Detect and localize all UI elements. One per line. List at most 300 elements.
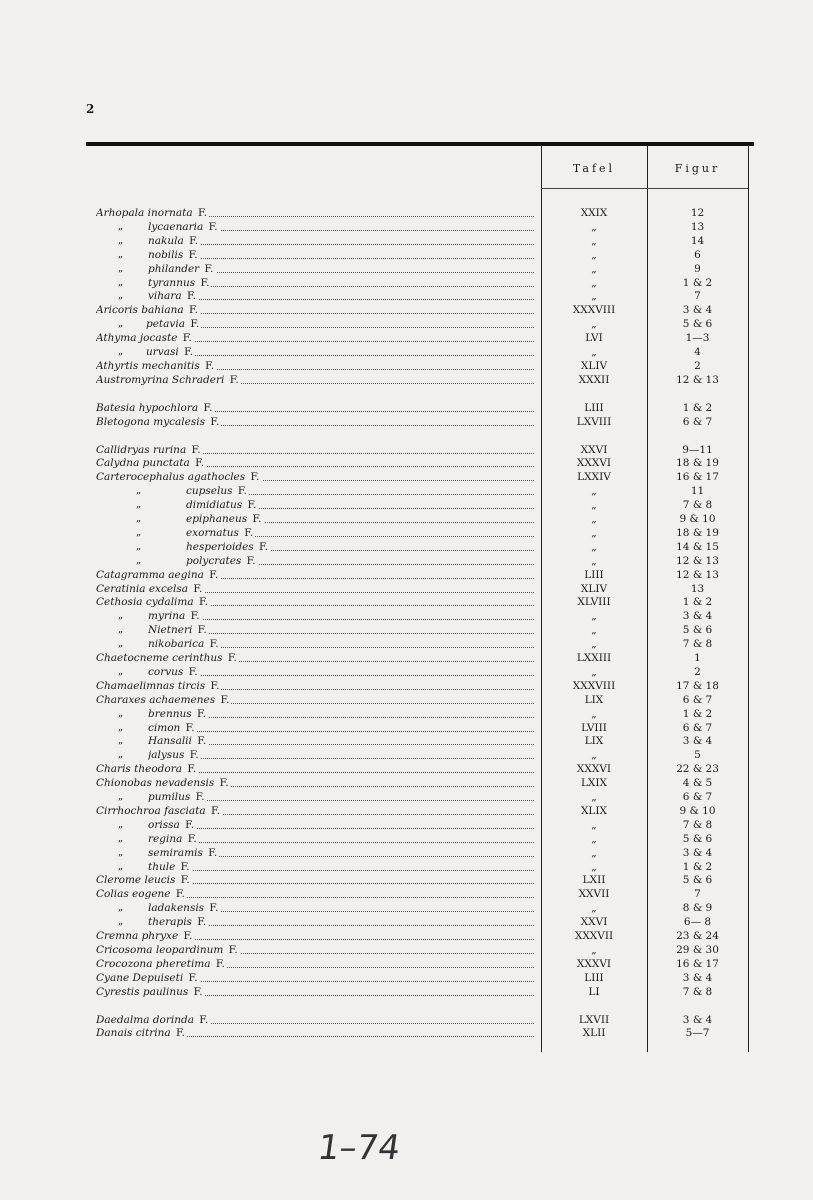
species-name: [96, 415, 534, 429]
species-label: Chionobas nevadensis: [96, 777, 218, 790]
species-name: [96, 943, 534, 957]
ditto-mark: „: [136, 540, 142, 552]
ditto-mark: „: [118, 248, 124, 260]
author-abbrev: F.: [210, 679, 220, 692]
tafel-cell: LI: [588, 985, 600, 998]
table-row: [0, 637, 813, 651]
table-row: [0, 804, 813, 818]
figur-cell: 3 & 4: [682, 846, 713, 859]
species-name: [148, 220, 534, 234]
species-label: Cyane Depuiseti: [96, 971, 187, 984]
ditto-mark: „: [118, 707, 124, 719]
table-row: [0, 303, 813, 317]
author-abbrev: F.: [197, 624, 207, 637]
tafel-cell: XXXII: [578, 373, 610, 386]
table-row: [0, 832, 813, 846]
species-label: tyrannus: [148, 276, 199, 289]
species-name: [148, 790, 534, 804]
table-row: [0, 317, 813, 331]
species-name: [96, 595, 534, 609]
table-row: [0, 790, 813, 804]
species-name: [148, 846, 534, 860]
ditto-mark: „: [118, 220, 124, 232]
tafel-cell: „: [591, 526, 597, 539]
species-name: [96, 873, 534, 887]
table-row: [0, 734, 813, 748]
species-name: [148, 721, 534, 735]
author-abbrev: F.: [209, 902, 219, 915]
table-row: [0, 762, 813, 776]
tafel-cell: XXIX: [580, 207, 608, 219]
tafel-cell: „: [591, 220, 597, 233]
tafel-cell: LIII: [584, 568, 604, 581]
author-abbrev: F.: [208, 846, 218, 859]
author-abbrev: F.: [175, 888, 185, 901]
author-abbrev: F.: [187, 832, 197, 845]
species-name: [96, 456, 534, 470]
species-name: [96, 206, 534, 220]
figur-cell: 5 & 6: [682, 624, 713, 637]
species-name: [96, 331, 534, 345]
species-label: Cethosia cydalima: [96, 596, 197, 609]
author-abbrev: F.: [193, 582, 203, 595]
species-name: [186, 540, 534, 554]
ditto-mark: „: [136, 485, 142, 497]
species-name: [96, 693, 534, 707]
table-row: [0, 331, 813, 345]
tafel-cell: „: [591, 943, 597, 956]
tafel-cell: „: [591, 832, 597, 845]
species-label: hesperioides: [186, 540, 258, 553]
figur-cell: 7: [694, 290, 701, 303]
species-label: pumilus: [148, 791, 194, 803]
species-name: [186, 512, 534, 526]
species-name: [186, 484, 534, 498]
tafel-cell: „: [591, 346, 597, 358]
tafel-cell: „: [591, 638, 597, 651]
table-row: [0, 470, 813, 484]
figur-cell: 9 & 10: [679, 804, 716, 817]
species-label: Athyma jocaste: [96, 332, 181, 345]
species-name: [96, 359, 534, 373]
tafel-cell: XXXVI: [576, 957, 612, 970]
species-label: Athyrtis mechanitis: [96, 359, 204, 372]
handwritten-note: 1–74: [315, 1128, 403, 1168]
species-label: Catagramma aegina: [96, 568, 208, 581]
author-abbrev: F.: [228, 943, 238, 956]
table-row: [0, 943, 813, 957]
figur-cell: 6 & 7: [682, 693, 713, 706]
species-label: Colias eogene: [96, 888, 174, 901]
figur-cell: 14: [690, 234, 705, 247]
figur-cell: 7: [694, 888, 701, 901]
author-abbrev: F.: [188, 248, 198, 261]
tafel-cell: LXVIII: [576, 415, 612, 428]
species-name: [148, 276, 534, 290]
table-row: [0, 665, 813, 679]
species-label: Ceratinia excelsa: [96, 582, 192, 595]
author-abbrev: F.: [210, 415, 220, 428]
table-row: [0, 957, 813, 971]
table-row: [0, 220, 813, 234]
author-abbrev: F.: [199, 1013, 209, 1026]
species-name: [148, 289, 534, 303]
figur-cell: 2: [694, 665, 701, 678]
tafel-cell: XXXVIII: [572, 304, 616, 317]
species-name: [148, 248, 534, 262]
author-abbrev: F.: [209, 568, 219, 581]
figur-cell: 6: [694, 248, 701, 261]
table-row: [0, 985, 813, 999]
tafel-cell: XXVI: [580, 916, 608, 929]
ditto-mark: „: [118, 846, 124, 858]
species-label: Bletogona mycalesis: [96, 415, 209, 428]
tafel-cell: „: [591, 665, 597, 678]
figur-cell: 12 & 13: [676, 568, 719, 581]
ditto-mark: „: [118, 665, 124, 677]
figur-cell: 3 & 4: [682, 304, 713, 317]
author-abbrev: F.: [184, 346, 194, 358]
table-row: [0, 679, 813, 693]
author-abbrev: F.: [209, 638, 219, 651]
figur-cell: 3 & 4: [682, 735, 713, 748]
page-number: 2: [86, 102, 95, 116]
species-name: [146, 317, 534, 331]
species-label: Danais citrina: [96, 1027, 174, 1040]
species-label: Charaxes achaemenes: [96, 693, 219, 706]
species-label: Cremna phryxe: [96, 930, 182, 942]
tafel-cell: XLVIII: [577, 596, 611, 609]
tafel-cell: XXXVII: [574, 930, 614, 942]
tafel-cell: „: [591, 540, 597, 553]
ditto-mark: „: [118, 290, 124, 302]
author-abbrev: F.: [200, 276, 210, 289]
species-name: [96, 887, 534, 901]
species-name: [186, 554, 534, 568]
author-abbrev: F.: [196, 707, 206, 720]
table-row: [0, 248, 813, 262]
species-label: Charis theodora: [96, 763, 186, 776]
table-row: [0, 568, 813, 582]
species-name: [96, 470, 534, 484]
tafel-cell: XXXVIII: [572, 679, 616, 692]
species-label: nobilis: [148, 248, 187, 261]
tafel-cell: LXXIV: [577, 471, 611, 484]
tafel-cell: XLIV: [580, 582, 608, 595]
author-abbrev: F.: [237, 485, 247, 498]
ditto-mark: „: [118, 916, 124, 928]
author-abbrev: F.: [198, 596, 208, 609]
author-abbrev: F.: [190, 610, 200, 623]
species-label: brennus: [148, 707, 195, 720]
species-label: cupselus: [186, 485, 236, 498]
tafel-cell: XXVII: [578, 888, 610, 901]
table-row: [0, 540, 813, 554]
species-name: [146, 345, 534, 359]
species-name: [96, 762, 534, 776]
species-label: Arhopala inornata: [96, 207, 196, 219]
table-row: [0, 623, 813, 637]
tafel-cell: „: [591, 276, 597, 289]
ditto-mark: „: [118, 638, 124, 650]
species-label: petavia: [146, 318, 189, 331]
figur-cell: 1 & 2: [682, 401, 713, 414]
figur-cell: 2: [694, 359, 701, 372]
species-label: vihara: [148, 290, 185, 303]
species-name: [96, 582, 534, 596]
species-label: polycrates: [186, 554, 245, 567]
author-abbrev: F.: [182, 332, 192, 345]
species-label: Chaetocneme cerinthus: [96, 652, 226, 664]
table-row: [0, 609, 813, 623]
tafel-cell: LXIX: [580, 777, 608, 790]
ditto-mark: „: [118, 721, 124, 733]
figur-cell: 3 & 4: [682, 1013, 713, 1026]
species-name: [96, 776, 534, 790]
author-abbrev: F.: [189, 304, 198, 317]
species-name: [148, 818, 534, 832]
ditto-mark: „: [118, 234, 124, 246]
figur-cell: 9: [694, 262, 701, 275]
tafel-cell: XXXVI: [576, 457, 612, 470]
species-name: [96, 443, 534, 457]
species-name: [96, 651, 534, 665]
tafel-cell: LXII: [582, 874, 606, 887]
table-row: [0, 582, 813, 596]
species-label: Carterocephalus agathocles: [96, 471, 249, 484]
species-label: lycaenaria: [148, 220, 207, 233]
table-row: [0, 595, 813, 609]
author-abbrev: F.: [250, 471, 260, 484]
ditto-mark: „: [118, 902, 124, 914]
species-name: [148, 860, 534, 874]
ditto-mark: „: [136, 554, 142, 566]
species-label: thule: [148, 860, 179, 873]
author-abbrev: F.: [197, 916, 207, 929]
figur-cell: 1: [694, 652, 701, 664]
author-abbrev: F.: [215, 957, 225, 970]
figur-cell: 3 & 4: [682, 971, 713, 984]
species-label: Calydna punctata: [96, 457, 194, 470]
figur-cell: 23 & 24: [676, 930, 719, 942]
tafel-cell: XLII: [582, 1027, 606, 1040]
species-label: Austromyrina Schraderi: [96, 373, 228, 386]
species-name: [148, 915, 534, 929]
author-abbrev: F.: [180, 874, 190, 887]
tafel-cell: XLIX: [580, 804, 608, 817]
species-label: Cyrestis paulinus: [96, 985, 192, 998]
tafel-cell: „: [591, 707, 597, 720]
figur-cell: 16 & 17: [676, 957, 719, 970]
author-abbrev: F.: [197, 207, 207, 219]
column-header-tafel: Tafel: [572, 162, 616, 175]
author-abbrev: F.: [220, 693, 230, 706]
table-row: [0, 526, 813, 540]
table-row: [0, 929, 813, 943]
figur-cell: 6— 8: [683, 916, 712, 929]
species-label: nikobarica: [148, 638, 208, 651]
species-name: [96, 373, 534, 387]
table-row: [0, 721, 813, 735]
tafel-cell: „: [591, 262, 597, 275]
author-abbrev: F.: [205, 359, 215, 372]
table-row: [0, 901, 813, 915]
table-row: [0, 415, 813, 429]
species-name: [96, 985, 534, 999]
tafel-cell: „: [591, 513, 597, 525]
tafel-cell: „: [591, 749, 597, 762]
tafel-cell: „: [591, 248, 597, 261]
figur-cell: 4: [694, 346, 701, 358]
species-label: Daedalma dorinda: [96, 1013, 198, 1026]
author-abbrev: F.: [188, 665, 198, 678]
author-abbrev: F.: [252, 513, 262, 525]
species-name: [96, 971, 534, 985]
figur-cell: 5 & 6: [682, 874, 713, 887]
author-abbrev: F.: [219, 777, 229, 790]
table-row: [0, 776, 813, 790]
figur-cell: 14 & 15: [676, 540, 719, 553]
figur-cell: 13: [690, 220, 705, 233]
figur-cell: 7 & 8: [682, 818, 713, 831]
species-label: Chamaelimnas tircis: [96, 679, 209, 692]
author-abbrev: F.: [195, 457, 205, 470]
table-row: [0, 345, 813, 359]
author-abbrev: F.: [247, 499, 257, 512]
ditto-mark: „: [118, 276, 124, 288]
species-name: [96, 679, 534, 693]
table-row: [0, 693, 813, 707]
species-name: [148, 262, 534, 276]
figur-cell: 12: [690, 207, 705, 219]
ditto-mark: „: [136, 499, 142, 511]
species-name: [96, 1013, 534, 1027]
species-label: regina: [148, 832, 186, 845]
table-row: [0, 915, 813, 929]
tafel-cell: „: [591, 818, 597, 831]
figur-cell: 4 & 5: [682, 777, 713, 790]
species-label: ladakensis: [148, 902, 208, 915]
tafel-cell: „: [591, 554, 597, 567]
author-abbrev: F.: [208, 220, 218, 233]
figur-cell: 1 & 2: [682, 276, 713, 289]
author-abbrev: F.: [197, 735, 207, 748]
species-label: corvus: [148, 665, 187, 678]
tafel-cell: LIII: [584, 401, 604, 414]
figur-cell: 18 & 19: [676, 457, 719, 470]
species-label: nakula: [148, 234, 188, 247]
species-label: Clerome leucis: [96, 874, 179, 887]
ditto-mark: „: [118, 860, 124, 872]
ditto-mark: „: [118, 818, 124, 830]
author-abbrev: F.: [175, 1027, 185, 1040]
species-label: therapis: [148, 916, 196, 929]
figur-cell: 18 & 19: [676, 526, 719, 539]
figur-cell: 5 & 6: [682, 318, 713, 331]
species-label: orissa: [148, 818, 184, 831]
author-abbrev: F.: [246, 554, 256, 567]
ditto-mark: „: [118, 735, 124, 747]
author-abbrev: F.: [210, 804, 220, 817]
species-name: [96, 957, 534, 971]
tafel-cell: „: [591, 499, 597, 512]
tafel-cell: „: [591, 902, 597, 915]
author-abbrev: F.: [185, 818, 195, 831]
table-row: [0, 1013, 813, 1027]
table-row: [0, 289, 813, 303]
species-name: [148, 637, 534, 651]
figur-cell: 5—7: [685, 1027, 710, 1040]
author-abbrev: F.: [180, 860, 190, 873]
figur-cell: 5: [694, 749, 701, 762]
species-label: myrina: [148, 610, 189, 623]
species-label: Aricoris bahiana: [96, 304, 187, 317]
ditto-mark: „: [136, 526, 142, 538]
species-label: semiramis: [148, 846, 207, 859]
table-row: [0, 234, 813, 248]
figur-cell: 12 & 13: [676, 554, 719, 567]
ditto-mark: „: [118, 791, 124, 802]
figur-cell: 16 & 17: [676, 471, 719, 484]
tafel-cell: LVI: [585, 332, 603, 345]
species-label: Cirrhochroa fasciata: [96, 804, 209, 817]
author-abbrev: F.: [195, 791, 205, 803]
species-name: [148, 609, 534, 623]
tafel-cell: XLIV: [580, 359, 608, 372]
species-name: [148, 665, 534, 679]
author-abbrev: F.: [191, 443, 201, 456]
species-name: [148, 707, 534, 721]
table-row: [0, 887, 813, 901]
table-row: [0, 359, 813, 373]
species-name: [148, 734, 534, 748]
table-row: [0, 401, 813, 415]
table-row: [0, 373, 813, 387]
figur-cell: 12 & 13: [676, 373, 719, 386]
table-row: [0, 554, 813, 568]
table-row: [0, 484, 813, 498]
author-abbrev: F.: [185, 721, 195, 734]
figur-cell: 1 & 2: [682, 860, 713, 873]
species-label: jalysus: [148, 749, 188, 762]
author-abbrev: F.: [193, 985, 203, 998]
species-name: [96, 568, 534, 582]
author-abbrev: F.: [189, 749, 199, 762]
column-header-figur: Figur: [674, 162, 721, 175]
species-label: Callidryas rurina: [96, 443, 190, 456]
ditto-mark: „: [136, 513, 142, 524]
ditto-mark: „: [118, 749, 124, 761]
figur-cell: 7 & 8: [682, 499, 713, 512]
species-name: [96, 303, 534, 317]
species-label: urvasi: [146, 346, 183, 358]
table-row: [0, 262, 813, 276]
author-abbrev: F.: [186, 290, 196, 303]
figur-cell: 6 & 7: [682, 415, 713, 428]
table-row: [0, 818, 813, 832]
figur-cell: 7 & 8: [682, 638, 713, 651]
table-row: [0, 971, 813, 985]
table-row: [0, 748, 813, 762]
author-abbrev: F.: [188, 971, 198, 984]
species-name: [186, 498, 534, 512]
tafel-cell: „: [591, 318, 597, 331]
species-label: Nietneri: [148, 624, 196, 637]
figur-cell: 8 & 9: [682, 902, 713, 915]
figur-cell: 9—11: [682, 443, 713, 456]
species-name: [148, 234, 534, 248]
figur-cell: 7 & 8: [682, 985, 713, 998]
